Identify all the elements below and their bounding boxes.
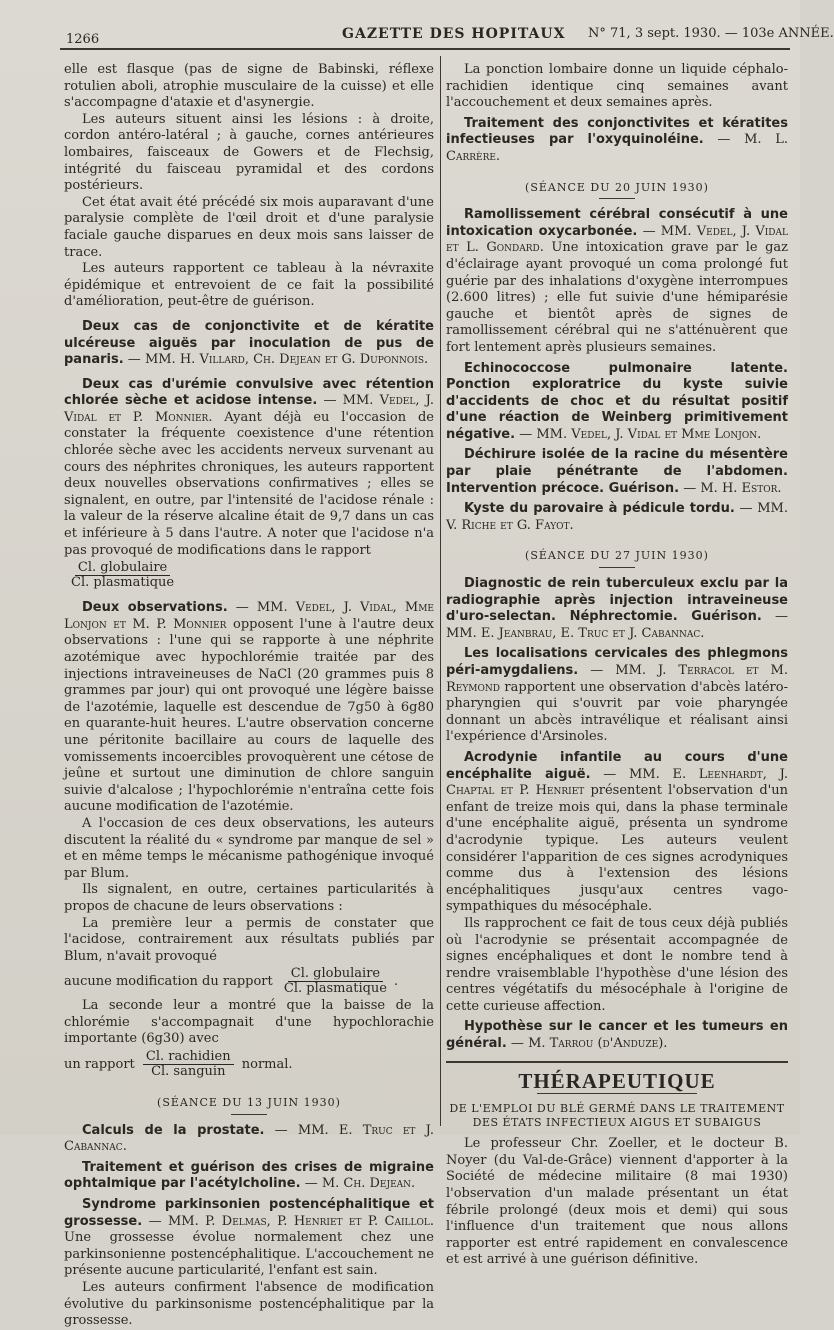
authors: M. H. Estor. [700,480,782,496]
authors: Vedel, J. Vidal, Mme Lonjon et M. P. Monnier [64,600,434,632]
separator [599,198,635,199]
paragraph: Ils signalent, en outre, certaines particularités à propos de chacune de leurs observations : [64,882,434,914]
authors: P. Delmas, P. Henriet et P. Caillol. [205,1213,434,1229]
communication-title: Deux cas de conjonctivite et de kératite ulcéreuse aiguës par inoculation de pus de panaris. [64,318,434,368]
journal-title: GAZETTE DES HOPITAUX [342,26,566,42]
communication-title: Deux cas d'urémie convulsive avec rétention chlorée sèche et acidose intense. [64,376,434,409]
communication-item: Hypothèse sur le cancer et les tumeurs en général. — M. Tarrou (d'Anduze). [446,1019,788,1052]
communication-title: Kyste du parovaire à pédicule tordu. [464,501,735,517]
authors: E. Truc et J. Cabannac. [64,1122,434,1155]
communication-title: Deux observations. [82,600,228,616]
communication-title: Syndrome parkinsonien postencéphalitique et grossesse. [64,1197,434,1229]
paragraph: elle est flasque (pas de signe de Babinski, réflexe rotulien aboli, atrophie musculaire de la cuisse) et elle s'accompagne d'ataxie et d'asynergie. [64,62,434,111]
separator [231,1114,267,1115]
authors: E. Leenhardt, J. Chaptal et P. Henriet [446,766,788,799]
authors: MM. Vedel, J. Vidal et L. Gondard. [446,223,788,256]
right-column [446,62,788,1269]
communication-item: Deux observations. — MM. Vedel, J. Vidal, Mme Lonjon et M. P. Monnier opposent l'une à l'autre deux observations : l'une qui se rapporte à une néphrite azotémique avec hypochlorémie traitée par des injections intraveineuses de NaCl (20 grammes puis 8 grammes par jour) qui ont provoqué une légère baisse de l'azotémie, laquelle est descendue de 7g50 à 6g80 en quarante-huit heures. L'autre observation concerne une péritonite bacillaire au cours de laquelle des vomissements incoercibles provoquèrent une cétose de jeûne et surtout une diminution de chlore sanguin suivie d'alcalose ; l'hypochlorémie n'entraîna cette fois aucune modification de l'azotémie. [64,600,434,815]
communication-item: Kyste du parovaire à pédicule tordu. — MM. V. Riche et G. Fayot. [446,501,788,533]
formula: $\frac{\text{Cl. globulaire}}{\text{Cl. plasmatique}}$ [71,560,175,591]
session-heading: (SÉANCE DU 27 JUIN 1930) [525,549,709,563]
authors: Vedel, J. Vidal et P. Monnier. [64,393,434,425]
communication-item: Diagnostic de rein tuberculeux exclu par la radiographie après injection intraveineuse d'uro-selectan. Néphrectomie. Guérison. — MM. E. Jeanbrau, E. Truc et J. Cabannac. [446,576,788,641]
left-column [64,62,434,1330]
column-divider [440,56,441,1126]
communication-title: Déchirure isolée de la racine du mésentère par plaie pénétrante de l'abdomen. Intervention précoce. Guérison. [446,447,788,496]
communication-item: Echinococcose pulmonaire latente. Ponction exploratrice du kyste suivie d'accidents de choc et du résultat positif d'une réaction de Weinberg primitivement négative. — MM. Vedel, J. Vidal et Mme Lonjon. [446,360,788,442]
section-rule [446,1061,788,1063]
article-title: DE L'EMPLOI DU BLÉ GERMÉ DANS LE TRAITEMENT DES ÉTATS INFECTIEUX AIGUS ET SUBAIGUS [449,1102,785,1130]
formula: aucune modification du rapport $\frac{\text{Cl. globulaire}}{\text{Cl. plasmatique}}$ . [64,966,399,997]
authors: M. L. Carrère. [446,132,788,164]
communication-title: Calculs de la prostate. [82,1122,265,1138]
communication-item: Les localisations cervicales des phlegmons péri-amygdaliens. — MM. J. Terracol et M. Reymond rapportent une observation d'abcès latéro-pharyngien qui s'ouvrit par voie pharyngée donnant un abcès intravélique et réalisant ainsi l'expérience d'Arsinoles. [446,646,788,745]
paragraph: Cet état avait été précédé six mois auparavant d'une paralysie complète de l'œil droit et d'une paralysie faciale gauche disparues en deux mois sans laisser de trace. [64,194,434,260]
communication-item: Acrodynie infantile au cours d'une encéphalite aiguë. — MM. E. Leenhardt, J. Chaptal et P. Henriet présentent l'observation d'un enfant de treize mois qui, dans la phase terminale d'une encéphalite aiguë, présenta un syndrome d'acrodynie typique. Les auteurs veulent considérer l'apparition de ces signes acrodyniques comme dus à l'extension des lésions encéphalitiques jusqu'aux centres vago-sympathiques du mésocéphale. [446,749,788,915]
communication-title: Echinococcose pulmonaire latente. Ponction exploratrice du kyste suivie d'accidents de choc et du résultat positif d'une réaction de Weinberg primitivement négative. [446,360,788,442]
communication-title: Acrodynie infantile au cours d'une encéphalite aiguë. [446,749,788,782]
session-heading: (SÉANCE DU 13 JUIN 1930) [157,1096,341,1110]
formula: un rapport $\frac{\text{Cl. rachidien}}{\text{Cl. sanguin}}$ normal. [64,1049,293,1080]
communication-item: Calculs de la prostate. — MM. E. Truc et J. Cabannac. [64,1122,434,1155]
paragraph: Les auteurs situent ainsi les lésions : à droite, cordon antéro-latéral ; à gauche, cornes antérieures lombaires, faisceaux de Gowers et de Flechsig, intégrité du faisceau pyramidal et des cordons postérieurs. [64,111,434,194]
paragraph: Ils rapprochent ce fait de tous ceux déjà publiés où l'acrodynie se présentait accompagnée de signes encéphaliques et dont le nombre tend à rendre vraisemblable l'hypothèse d'une lésion des centres végétatifs du mésocéphale à l'origine de cette curieuse affection. [446,915,788,1014]
communication-item: Syndrome parkinsonien postencéphalitique et grossesse. — MM. P. Delmas, P. Henriet et P. Caillol. Une grossesse évolue normalement chez une parkinsonienne postencéphalitique. L'accouchement ne présente aucune particularité, l'enfant est sain. [64,1197,434,1279]
paragraph: La ponction lombaire donne un liquide céphalo-rachidien identique cinq semaines avant l'accouchement et deux semaines après. [446,62,788,111]
authors: V. Riche et G. Fayot. [446,517,574,533]
authors: E. Jeanbrau, E. Truc et J. Cabannac. [480,625,705,641]
issue-info: N° 71, 3 sept. 1930. — 103e ANNÉE. [588,26,834,41]
communication-title: Diagnostic de rein tuberculeux exclu par la radiographie après injection intraveineuse d'uro-selectan. Néphrectomie. Guérison. [446,576,788,625]
page-header [0,22,834,50]
paragraph: Les auteurs rapportent ce tableau à la névraxite épidémique et entrevoient de ce fait la possibilité d'amélioration, peut-être de guérison. [64,261,434,310]
communication-item: Deux cas d'urémie convulsive avec rétention chlorée sèche et acidose intense. — MM. Vedel, J. Vidal et P. Monnier. Ayant déjà eu l'occasion de constater la fréquente coexistence d'une rétention chlorée sèche avec les accidents nerveux survenant au cours des néphrites chroniques, les auteurs rapportent deux nouvelles observations confirmatives ; elles se signalent, en outre, par l'intensité de l'acidose rénale : la valeur de la réserve alcaline était de 9,7 dans un cas et inférieure à 5 dans l'autre. A noter que l'acidose n'a pas provoqué de modifications dans le rapport [64,376,434,558]
header-rule [60,48,790,50]
paragraph: Les auteurs confirment l'absence de modification évolutive du parkinsonisme postencéphalitique par la grossesse. [64,1280,434,1329]
authors: M. Tarrou (d'Anduze). [528,1036,668,1052]
authors: J. Terracol et M. Reymond [446,663,788,695]
separator [537,1093,697,1094]
communication-item: Ramollissement cérébral consécutif à une intoxication oxycarbonée. — MM. Vedel, J. Vidal et L. Gondard. Une intoxication grave par le gaz d'éclairage ayant provoqué un coma prolongé fut guérie par des inhalations d'oxygène interrompues (2.600 litres) ; elle fut suivie d'une hémiparésie gauche et bientôt après de signes de ramollissement cérébral qui ne s'atténuèrent que fort lentement après plusieurs semaines. [446,207,788,355]
communication-title: Les localisations cervicales des phlegmons péri-amygdaliens. [446,646,788,678]
communication-item: Déchirure isolée de la racine du mésentère par plaie pénétrante de l'abdomen. Intervention précoce. Guérison. — M. H. Estor. [446,447,788,496]
communication-title: Hypothèse sur le cancer et les tumeurs en général. [446,1019,788,1052]
authors: M. Ch. Dejean. [321,1176,416,1192]
authors: MM. Vedel, J. Vidal et Mme Lonjon. [536,426,762,442]
section-title: THÉRAPEUTIQUE [518,1068,716,1093]
paragraph: La seconde leur a montré que la baisse de la chlorémie s'accompagnait d'une hypochlorachie importante (6g30) avec [64,998,434,1047]
paragraph: Le professeur Chr. Zoeller, et le docteur B. Noyer (du Val-de-Grâce) viennent d'apporter à la Société de médecine militaire (8 mai 1930) l'observation d'un malade présentant un état fébrile prolongé (deux mois et demi) qui sous l'influence d'un traitement que nous allons rapporter est entré rapidement en convalescence et est arrivé à une guérison définitive. [446,1136,788,1268]
authors: H. Villard, Ch. Dejean et G. Duponnois. [179,352,429,368]
communication-title: Ramollissement cérébral consécutif à une intoxication oxycarbonée. [446,207,788,239]
communication-title: Traitement et guérison des crises de migraine ophtalmique par l'acétylcholine. [64,1159,434,1192]
session-heading: (SÉANCE DU 20 JUIN 1930) [525,180,709,194]
communication-item: Traitement des conjonctivites et kératites infectieuses par l'oxyquinoléine. — M. L. Carrère. [446,115,788,164]
page-number: 1266 [66,32,100,47]
communication-title: Traitement des conjonctivites et kératites infectieuses par l'oxyquinoléine. [446,115,788,148]
paragraph: La première leur a permis de constater que l'acidose, contrairement aux résultats publiés par Blum, n'avait provoqué [64,915,434,964]
paragraph: A l'occasion de ces deux observations, les auteurs discutent la réalité du « syndrome par manque de sel » et en même temps le mécanisme pathogénique invoqué par Blum. [64,815,434,881]
communication-item: Deux cas de conjonctivite et de kératite ulcéreuse aiguës par inoculation de pus de panaris. — MM. H. Villard, Ch. Dejean et G. Duponnois. [64,318,434,368]
communication-item: Traitement et guérison des crises de migraine ophtalmique par l'acétylcholine. — M. Ch. Dejean. [64,1159,434,1192]
separator [599,567,635,568]
